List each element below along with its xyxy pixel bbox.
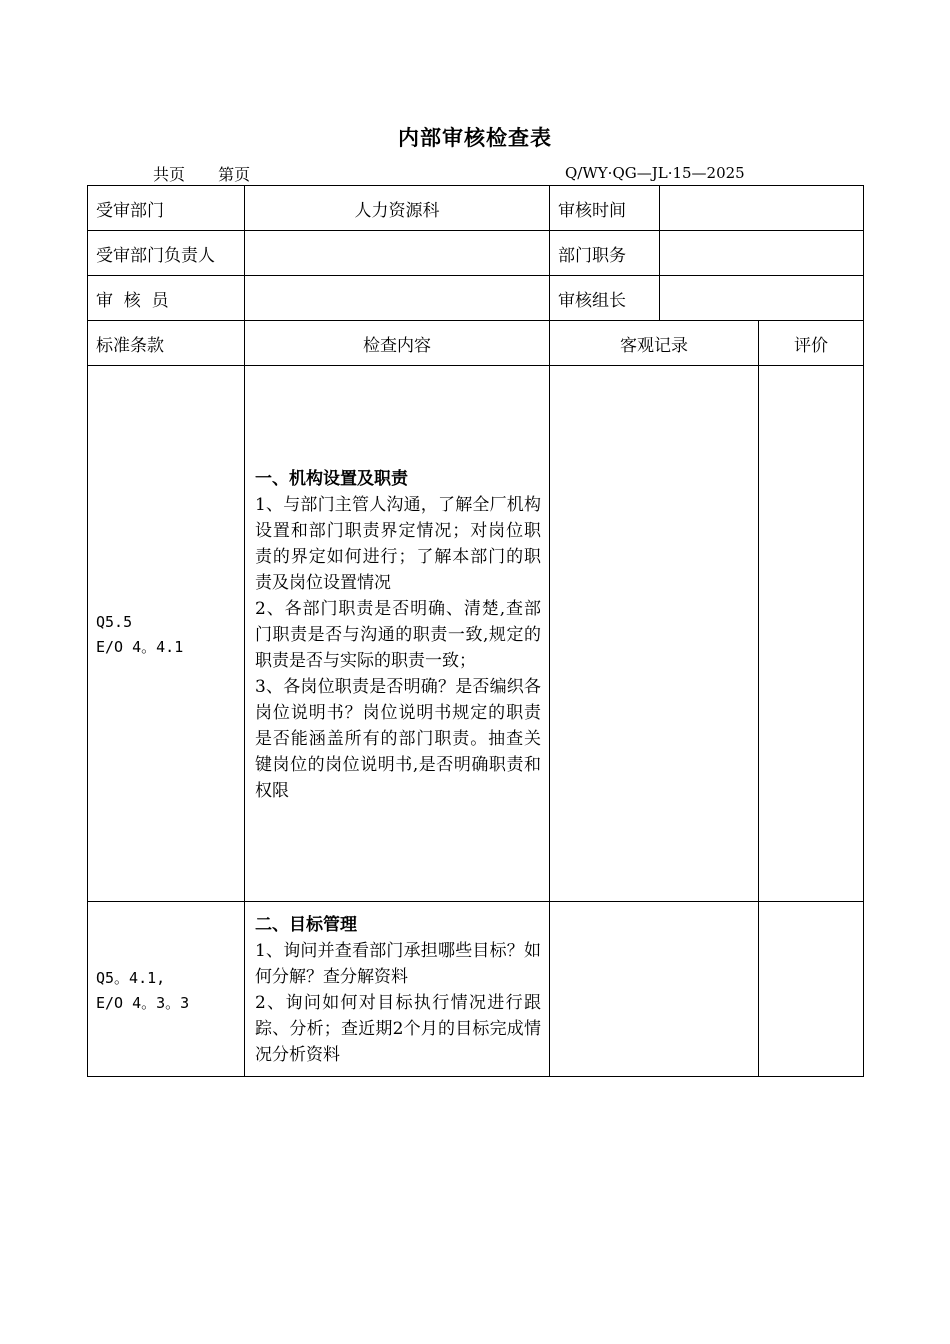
label-dept-head: 受审部门负责人: [88, 231, 245, 276]
value-dept-head: [245, 231, 550, 276]
value-dept-position: [660, 231, 864, 276]
value-audit-leader: [660, 276, 864, 321]
label-audit-time: 审核时间: [550, 186, 660, 231]
page-count: [153, 162, 278, 185]
page-title: 内部审核检查表: [398, 125, 552, 150]
section-title: 一、机构设置及职责: [255, 468, 408, 489]
column-header-clause: 标准条款: [88, 321, 245, 366]
section-evaluation: [759, 902, 864, 1077]
section-row-objectives: [88, 902, 864, 1077]
label-auditor: 审 核 员: [88, 276, 245, 321]
value-auditor: [245, 276, 550, 321]
section-content: [245, 902, 550, 1077]
total-pages: 共页: [153, 165, 186, 184]
check-item: 1、与部门主管人沟通，了解全厂机构设置和部门职责界定情况；对岗位职责的界定如何进行；了解本部门的职责及岗位设置情况: [255, 494, 541, 593]
header-row-auditor: [88, 276, 864, 321]
page-meta: [0, 162, 950, 184]
label-audit-leader: 审核组长: [550, 276, 660, 321]
section-row-organization: [88, 366, 864, 902]
column-header-record: 客观记录: [550, 321, 759, 366]
value-audit-time: [660, 186, 864, 231]
section-clause: Q5.5 E/O 4。4.1: [88, 366, 245, 902]
section-evaluation: [759, 366, 864, 902]
header-row-audited-dept: [88, 186, 864, 231]
audit-checklist-table: [87, 185, 864, 1077]
check-item: 1、询问并查看部门承担哪些目标？如何分解？查分解资料: [255, 941, 541, 987]
value-audited-dept: 人力资源科: [245, 186, 550, 231]
column-header-row: [88, 321, 864, 366]
column-header-evaluation: 评价: [759, 321, 864, 366]
section-clause: Q5。4.1, E/O 4。3。3: [88, 902, 245, 1077]
column-header-content: 检查内容: [245, 321, 550, 366]
check-item: 2、询问如何对目标执行情况进行跟踪、分析；查近期2个月的目标完成情况分析资料: [255, 993, 541, 1065]
label-audited-dept: 受审部门: [88, 186, 245, 231]
check-item: 3、各岗位职责是否明确？是否编织各岗位说明书？岗位说明书规定的职责是否能涵盖所有的部门职责。抽查关键岗位的岗位说明书,是否明确职责和权限: [255, 676, 541, 801]
section-content: [245, 366, 550, 902]
page-number: 第页: [218, 165, 251, 184]
section-record: [550, 902, 759, 1077]
check-item: 2、各部门职责是否明确、清楚,查部门职责是否与沟通的职责一致,规定的职责是否与实际的职责一致；: [255, 598, 541, 671]
header-row-dept-head: [88, 231, 864, 276]
document-code: Q/WY·QG—JL·15—2025: [565, 164, 745, 182]
label-dept-position: 部门职务: [550, 231, 660, 276]
section-record: [550, 366, 759, 902]
section-title: 二、目标管理: [255, 915, 357, 935]
